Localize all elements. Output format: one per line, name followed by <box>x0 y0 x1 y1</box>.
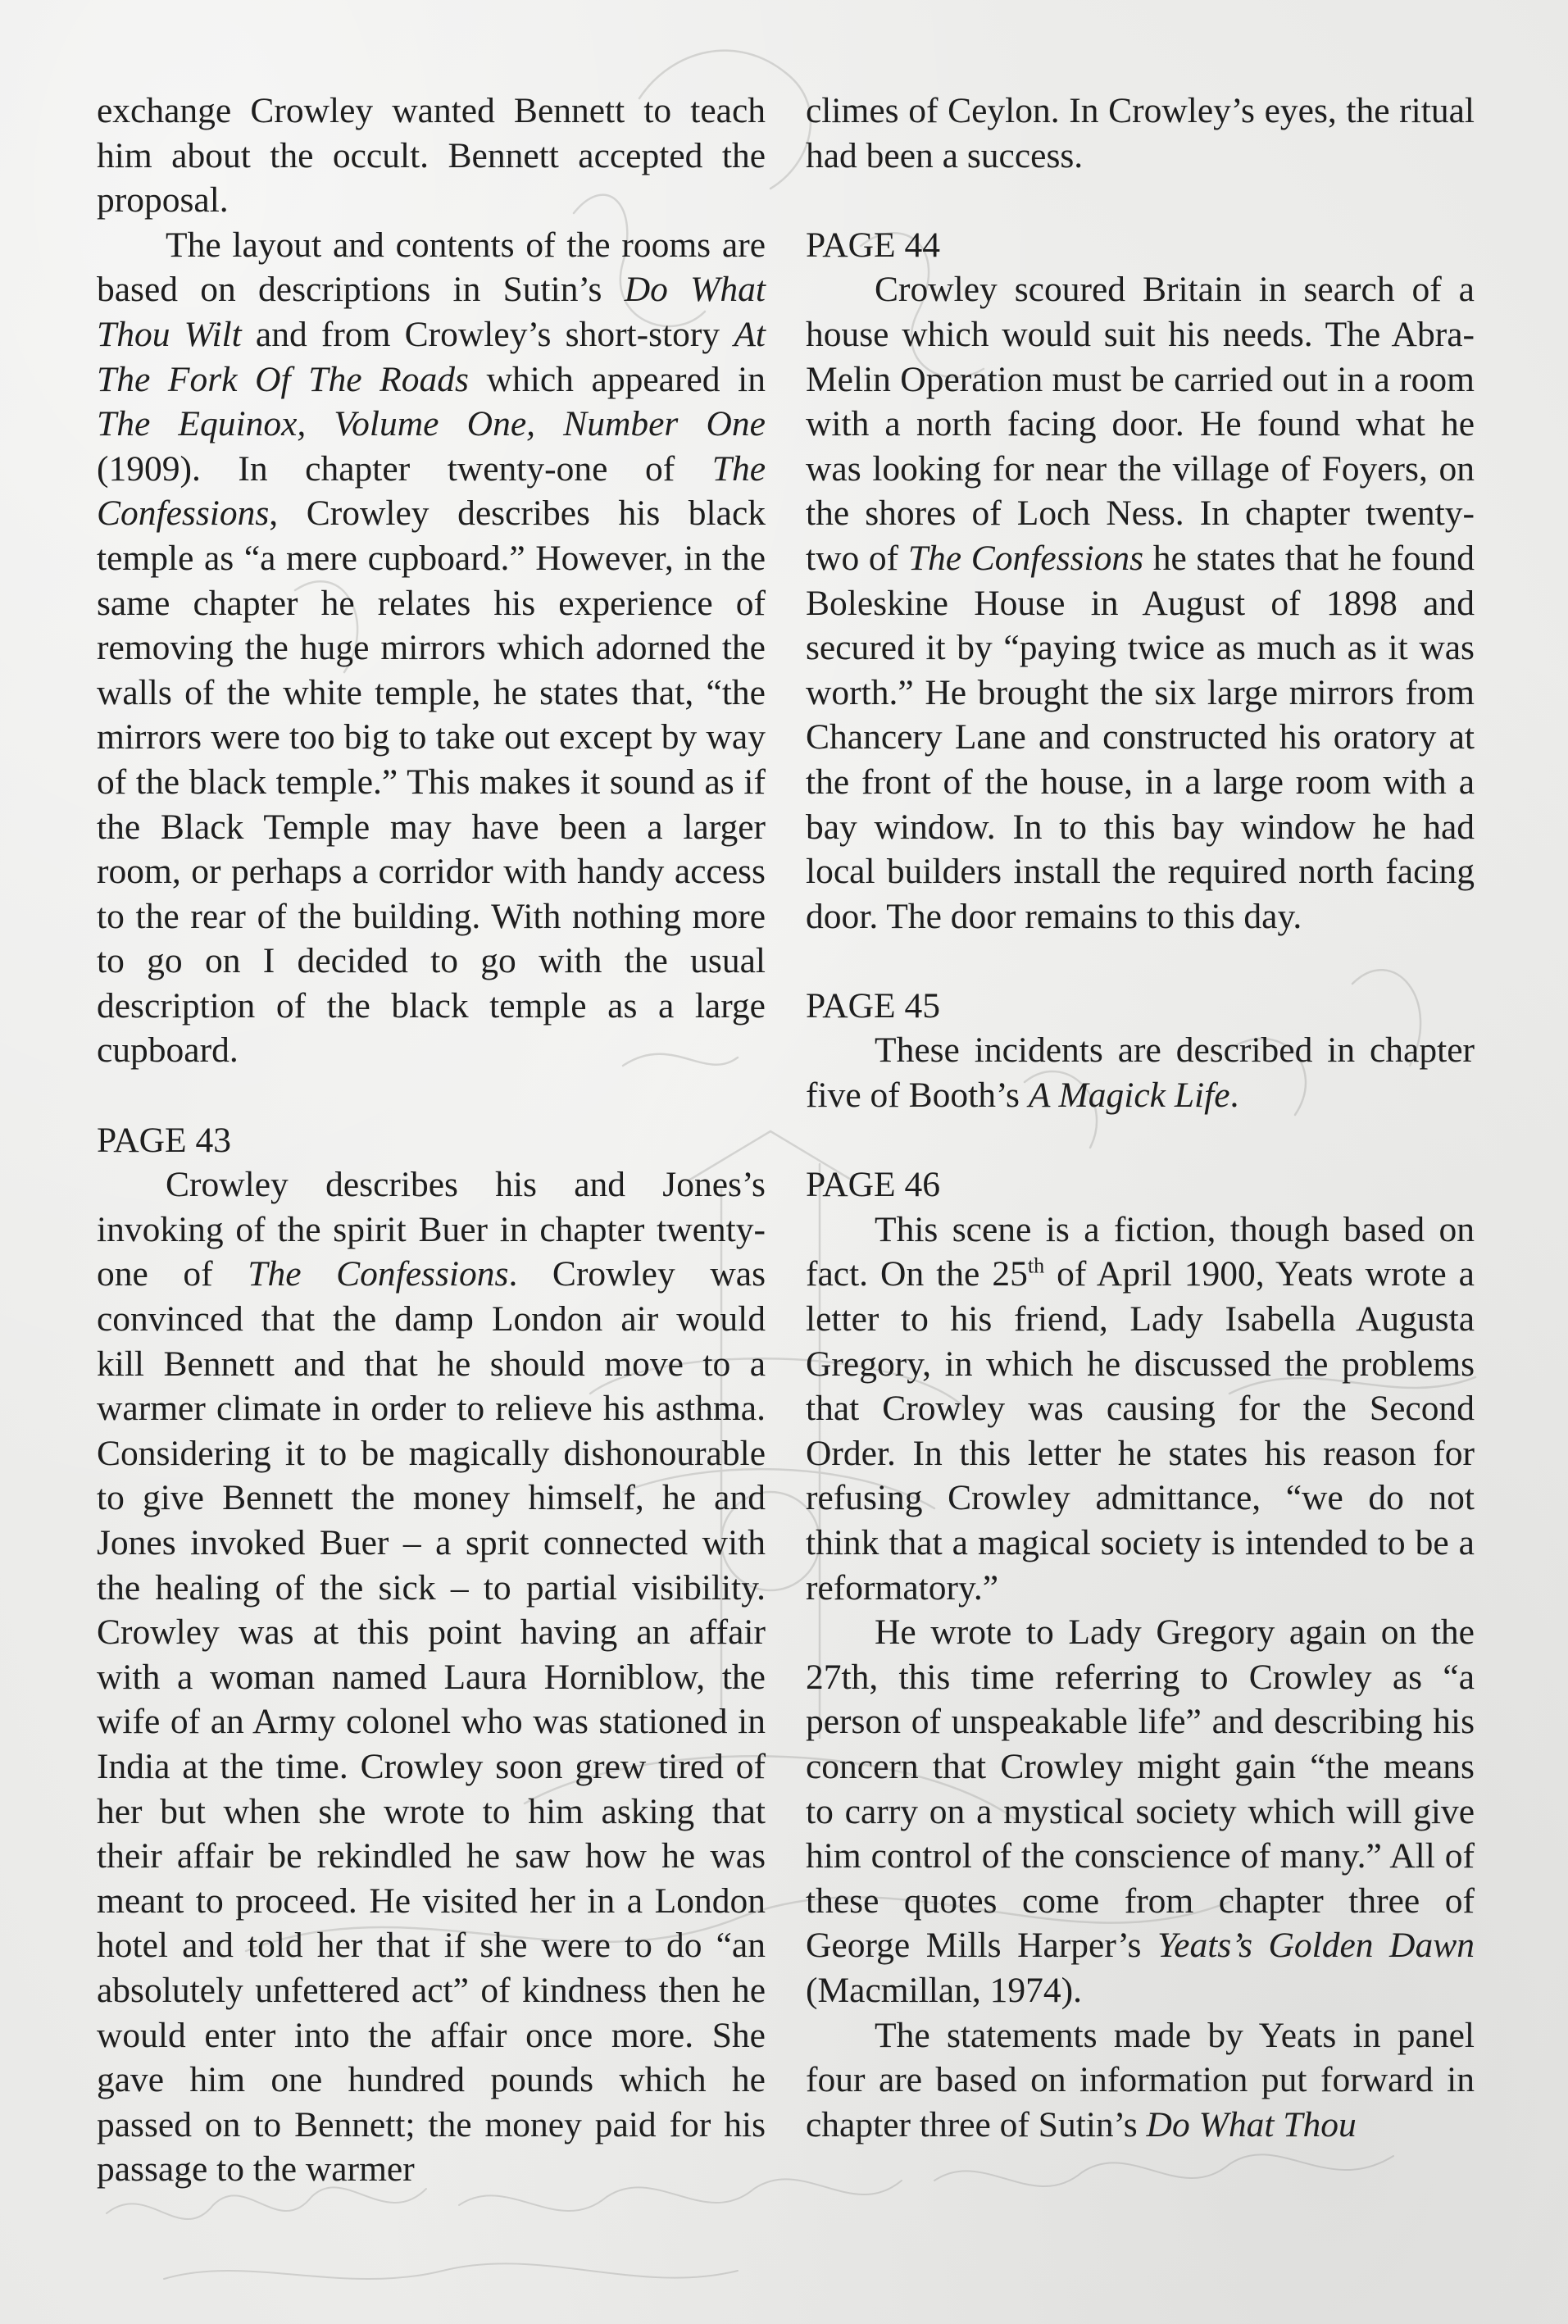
story-title: At The Fork Of The Roads <box>97 314 766 399</box>
page-45-heading: PAGE 45 <box>806 985 940 1026</box>
book-title: The Confessions <box>907 538 1144 578</box>
paragraph-lady-gregory: He wrote to Lady Gregory again on the 27th, this time referring to Crowley as “a person of unspeakable life” and describing his concern that Crowley might gain “the means to carry on a mystical society which will give him control of the conscience of many.” All of these quotes come from chapter three of George Mills Harper’s Yeats’s Golden Dawn (Macmillan, 1974). <box>806 1612 1475 2010</box>
book-title: Yeats’s Golden Dawn <box>1157 1926 1475 1966</box>
page-43-heading: PAGE 43 <box>97 1120 231 1160</box>
journal-title: The Equinox, Volume One, Number One <box>97 404 766 444</box>
paragraph-continuation: climes of Ceylon. In Crowley’s eyes, the ritual had been a success. <box>806 91 1475 175</box>
paragraph-room-layout: The layout and contents of the rooms are based on descriptions in Sutin’s Do What Thou Wilt and from Crowley’s short-story At The Fork Of The Roads which appeared in The Equinox, Volume One, Number One (1909). In chapter twenty-one of The Confessions, Crowley describes his black temple as “a mere cupboard.” However, in the same chapter he relates his experience of removing the huge mirrors which adorned the walls of the white temple, he states that, “the mirrors were too big to take out except by way of the black temple.” This makes it sound as if the Black Temple may have been a larger room, or perhaps a corridor with handy access to the rear of the building. With nothing more to go on I decided to go with the usual description of the black temple as a large cupboard. <box>97 225 766 1071</box>
right-column <box>806 89 1475 2147</box>
paragraph-incidents: These incidents are described in chapter five of Booth’s A Magick Life. <box>806 1030 1475 1116</box>
page-44-heading: PAGE 44 <box>806 225 940 265</box>
paragraph-buer: Crowley describes his and Jones’s invoking of the spirit Buer in chapter twenty-one of The Confessions. Crowley was convinced that the damp London air would kill Bennett and that he should move to a warmer climate in order to relieve his asthma. Considering it to be magically dishonourable to give Bennett the money himself, he and Jones invoked Buer – a sprit connected with the healing of the sick – to partial visibility. Crowley was at this point having an affair with a woman named Laura Horniblow, the wife of an Army colonel who was stationed in India at the time. Crowley soon grew tired of her but when she wrote to him asking that their affair be rekindled he saw how he was meant to proceed. He visited her in a London hotel and told her that if she were to do “an absolutely unfettered act” of kindness then he would enter into the affair once more. She gave him one hundred pounds which he passed on to Bennett; the money paid for his passage to the warmer <box>97 1165 766 2190</box>
page-46-heading: PAGE 46 <box>806 1165 940 1205</box>
left-column <box>97 89 766 2192</box>
book-title: Do What Thou Wilt <box>97 270 766 354</box>
book-title: A Magick Life <box>1028 1076 1230 1116</box>
book-title: The Confessions <box>248 1254 509 1294</box>
book-title: The Confessions <box>97 448 766 534</box>
paragraph-continuation: exchange Crowley wanted Bennett to teach him about the occult. Bennett accepted the proposal. <box>97 91 766 221</box>
paragraph-panel-four: The statements made by Yeats in panel four are based on information put forward in chapter three of Sutin’s Do What Thou <box>806 2015 1475 2144</box>
paragraph-boleskine: Crowley scoured Britain in search of a house which would suit his needs. The Abra-Melin Operation must be carried out in a room with a north facing door. He found what he was looking for near the village of Foyers, on the shores of Loch Ness. In chapter twenty-two of The Confessions he states that he found Boleskine House in August of 1898 and secured it by “paying twice as much as it was worth.” He brought the six large mirrors from Chancery Lane and constructed his oratory at the front of the house, in a large room with a bay window. In to this bay window he had local builders install the required north facing door. The door remains to this day. <box>806 270 1475 936</box>
book-title: Do What Thou <box>1146 2104 1357 2144</box>
paragraph-yeats-letter: This scene is a fiction, though based on fact. On the 25th of April 1900, Yeats wrote a letter to his friend, Lady Isabella Augusta Gregory, in which he discussed the problems that Crowley was causing for the Second Order. In this letter he states his reason for refusing Crowley admittance, “we do not think that a magical society is intended to be a reformatory.” <box>806 1209 1475 1608</box>
